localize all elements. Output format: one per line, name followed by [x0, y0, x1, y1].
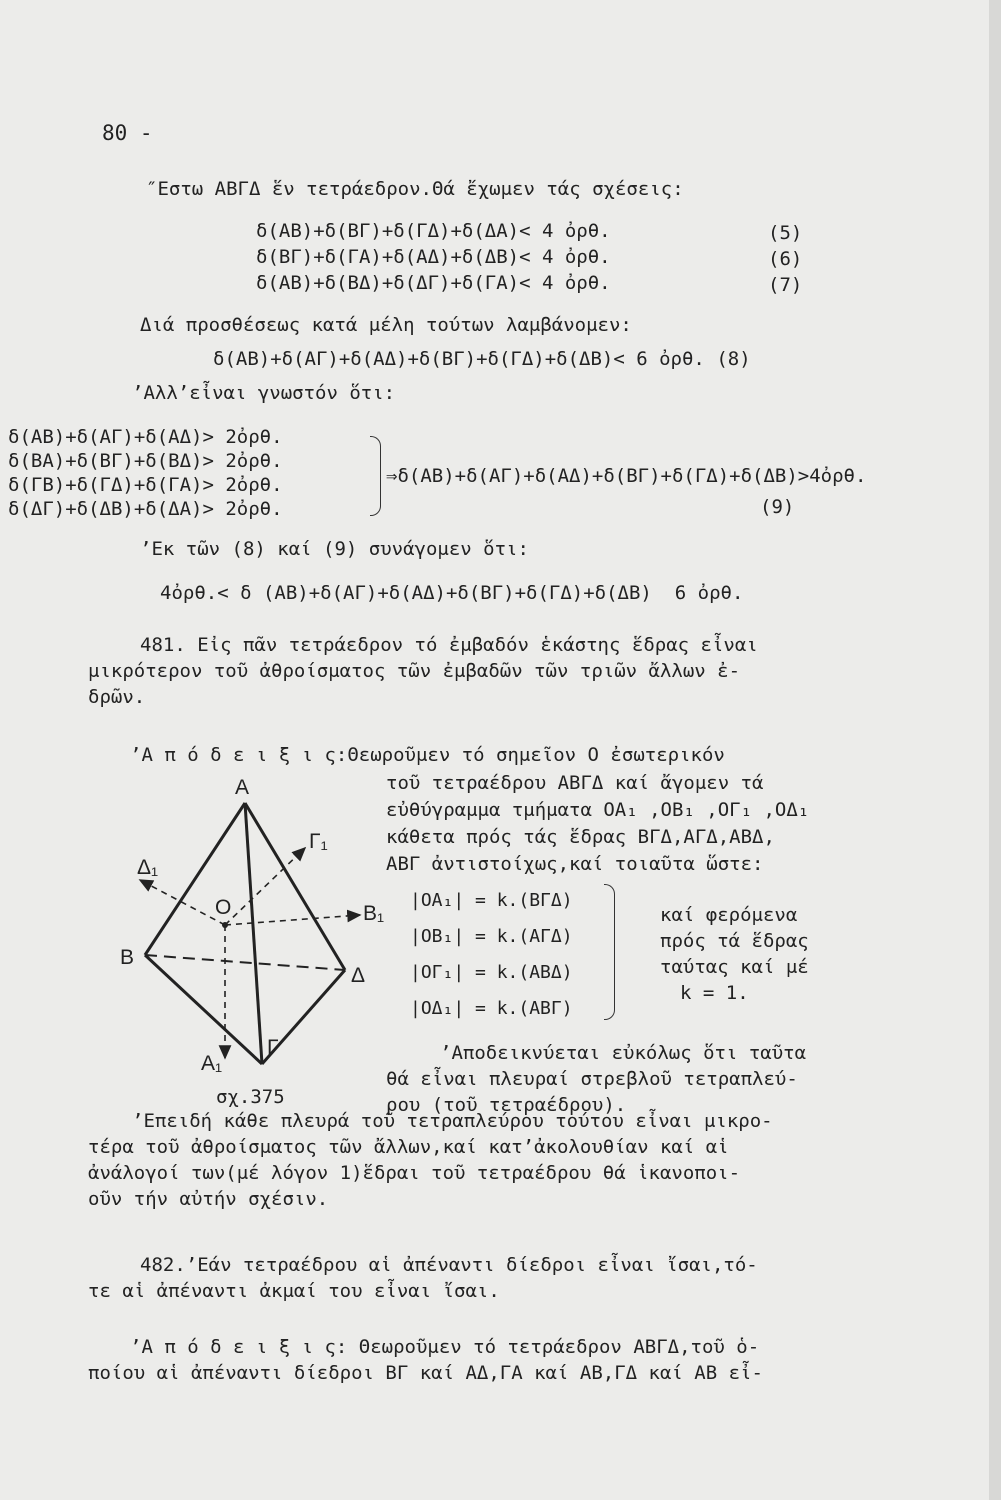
vertex-label-gamma: Γ — [267, 1036, 279, 1059]
known-inequality-3: δ(ΓΒ)+δ(ΓΔ)+δ(ΓΑ)> 2ὀρθ. — [8, 474, 283, 496]
page-edge-shadow — [989, 0, 1001, 1500]
proof2-line-1: ’Α π ό δ ε ι ξ ι ς: Θεωροῦμεν τό τετράεδρον ΑΒΓΔ,τοῦ ὁ- — [130, 1336, 760, 1358]
right-brace — [370, 436, 381, 516]
vertex-label-b: B — [120, 946, 135, 969]
proof1-line-5: ΑΒΓ ἀντιστοίχως,καί τοιαῦτα ὥστε: — [386, 853, 764, 875]
since-line-4: οῦν τήν αὐτήν σχέσιν. — [88, 1188, 329, 1210]
proof1-line-1: ’Α π ό δ ε ι ξ ι ς:Θεωροῦμεν τό σημεῖον Ο ἐσωτερικόν — [130, 744, 725, 766]
page-number: 80 - — [102, 121, 153, 145]
vector-note-3: ταύτας καί μέ — [660, 956, 809, 978]
adding-line: Διά προσθέσεως κατά μέλη τούτων λαμβάνομεν: — [140, 314, 632, 336]
since-line-3: ἀνάλογοί των(μέ λόγον 1)ἕδραι τοῦ τετραέδρου θά ἱκανοποι- — [88, 1162, 741, 1184]
vector-od1: |ΟΔ₁| = k.(ΑΒΓ) — [410, 998, 573, 1019]
vector-note-2: πρός τά ἕδρας — [660, 930, 809, 952]
vector-note-1: καί φερόμενα — [660, 904, 798, 926]
sum-equation-8: δ(ΑΒ)+δ(ΑΓ)+δ(ΑΔ)+δ(ΒΓ)+δ(ΓΔ)+δ(ΔΒ)< 6 ὀρθ. (8) — [213, 348, 751, 370]
p481-line-1: 481. Εἰς πᾶν τετράεδρον τό ἐμβαδόν ἑκάστης ἕδρας εἶναι — [140, 634, 758, 656]
vector-ob1: |ΟΒ₁| = k.(ΑΓΔ) — [410, 926, 573, 947]
vector-brace — [604, 884, 615, 1020]
relation-6: δ(ΒΓ)+δ(ΓΑ)+δ(ΑΔ)+δ(ΔΒ)< 4 ὀρθ. — [256, 246, 611, 268]
vertex-label-delta: Δ — [351, 964, 366, 987]
proof1-line-2: τοῦ τετραέδρου ΑΒΓΔ καί ἄγομεν τά — [386, 772, 764, 794]
known-line: ’Αλλ’εἶναι γνωστόν ὅτι: — [132, 382, 396, 404]
known-inequality-4: δ(ΔΓ)+δ(ΔΒ)+δ(ΔΑ)> 2ὀρθ. — [8, 498, 283, 520]
proof2-line-2: ποίου αἱ ἀπέναντι δίεδροι ΒΓ καί ΑΔ,ΓΑ καί ΑΒ,ΓΔ καί ΑΒ εἶ- — [88, 1362, 763, 1384]
implication-line: ⇒δ(ΑΒ)+δ(ΑΓ)+δ(ΑΔ)+δ(ΒΓ)+δ(ΓΔ)+δ(ΔΒ)>4ὀρθ. — [386, 465, 867, 487]
demo-line-3: ρου (τοῦ τετραέδρου). — [386, 1094, 627, 1116]
demo-line-1: ’Αποδεικνύεται εὐκόλως ὅτι ταῦτα — [440, 1042, 807, 1064]
since-line-1: ’Επειδή κάθε πλευρά τοῦ τετραπλεύρου τούτου εἶναι μικρο- — [132, 1110, 773, 1132]
equation-number-7: (7) — [768, 274, 803, 296]
point-label-b1: B₁ — [363, 902, 385, 925]
proof1-line-3: εὐθύγραμμα τμήματα ΟΑ₁ ,ΟΒ₁ ,ΟΓ₁ ,ΟΔ₁ — [386, 799, 810, 821]
point-label-o: O — [215, 896, 232, 919]
since-line-2: τέρα τοῦ ἀθροίσματος τῶν ἄλλων,καί κατ’ἀκολουθίαν καί αἱ — [88, 1136, 729, 1158]
point-label-a1: A₁ — [201, 1052, 223, 1075]
p482-line-2: τε αἱ ἀπέναντι ἀκμαί του εἶναι ἴσαι. — [88, 1280, 500, 1302]
equation-number-6: (6) — [768, 248, 803, 270]
point-label-gamma1: Γ₁ — [309, 830, 328, 853]
intro-line: ″Εστω ΑΒΓΔ ἕν τετράεδρον.Θά ἔχωμεν τάς σχέσεις: — [146, 178, 684, 200]
figure-caption: σχ.375 — [216, 1086, 285, 1108]
vector-oa1: |ΟΑ₁| = k.(ΒΓΔ) — [410, 890, 573, 911]
p481-line-3: δρῶν. — [88, 686, 146, 708]
vertex-label-a: A — [235, 776, 250, 799]
final-inequality: 4ὀρθ.< δ (ΑΒ)+δ(ΑΓ)+δ(ΑΔ)+δ(ΒΓ)+δ(ΓΔ)+δ(ΔΒ) 6 ὀρθ. — [160, 582, 744, 604]
point-label-delta1: Δ₁ — [137, 856, 159, 879]
relation-5: δ(ΑΒ)+δ(ΒΓ)+δ(ΓΔ)+δ(ΔΑ)< 4 ὀρθ. — [256, 220, 611, 242]
conclude-line: ’Εκ τῶν (8) καί (9) συνάγομεν ὅτι: — [140, 538, 529, 560]
hidden-edge-bd — [145, 955, 345, 970]
p482-line-1: 482.’Εάν τετραέδρου αἱ ἀπέναντι δίεδροι εἶναι ἴσαι,τό- — [140, 1254, 758, 1276]
vector-note-4: k = 1. — [680, 982, 749, 1004]
p481-line-2: μικρότερον τοῦ ἀθροίσματος τῶν ἐμβαδῶν τῶν τριῶν ἄλλων ἐ- — [88, 660, 741, 682]
demo-line-2: θά εἶναι πλευραί στρεβλοῦ τετραπλεύ- — [386, 1068, 798, 1090]
point-o — [222, 922, 228, 928]
known-inequality-2: δ(ΒΑ)+δ(ΒΓ)+δ(ΒΔ)> 2ὀρθ. — [8, 450, 283, 472]
tetrahedron-figure — [115, 768, 385, 1088]
equation-number-9: (9) — [760, 496, 795, 518]
known-inequality-1: δ(ΑΒ)+δ(ΑΓ)+δ(ΑΔ)> 2ὀρθ. — [8, 426, 283, 448]
equation-number-5: (5) — [768, 222, 803, 244]
vector-og1: |ΟΓ₁| = k.(ΑΒΔ) — [410, 962, 573, 983]
proof1-line-4: κάθετα πρός τάς ἕδρας ΒΓΔ,ΑΓΔ,ΑΒΔ, — [386, 826, 775, 848]
relation-7: δ(ΑΒ)+δ(ΒΔ)+δ(ΔΓ)+δ(ΓΑ)< 4 ὀρθ. — [256, 272, 611, 294]
